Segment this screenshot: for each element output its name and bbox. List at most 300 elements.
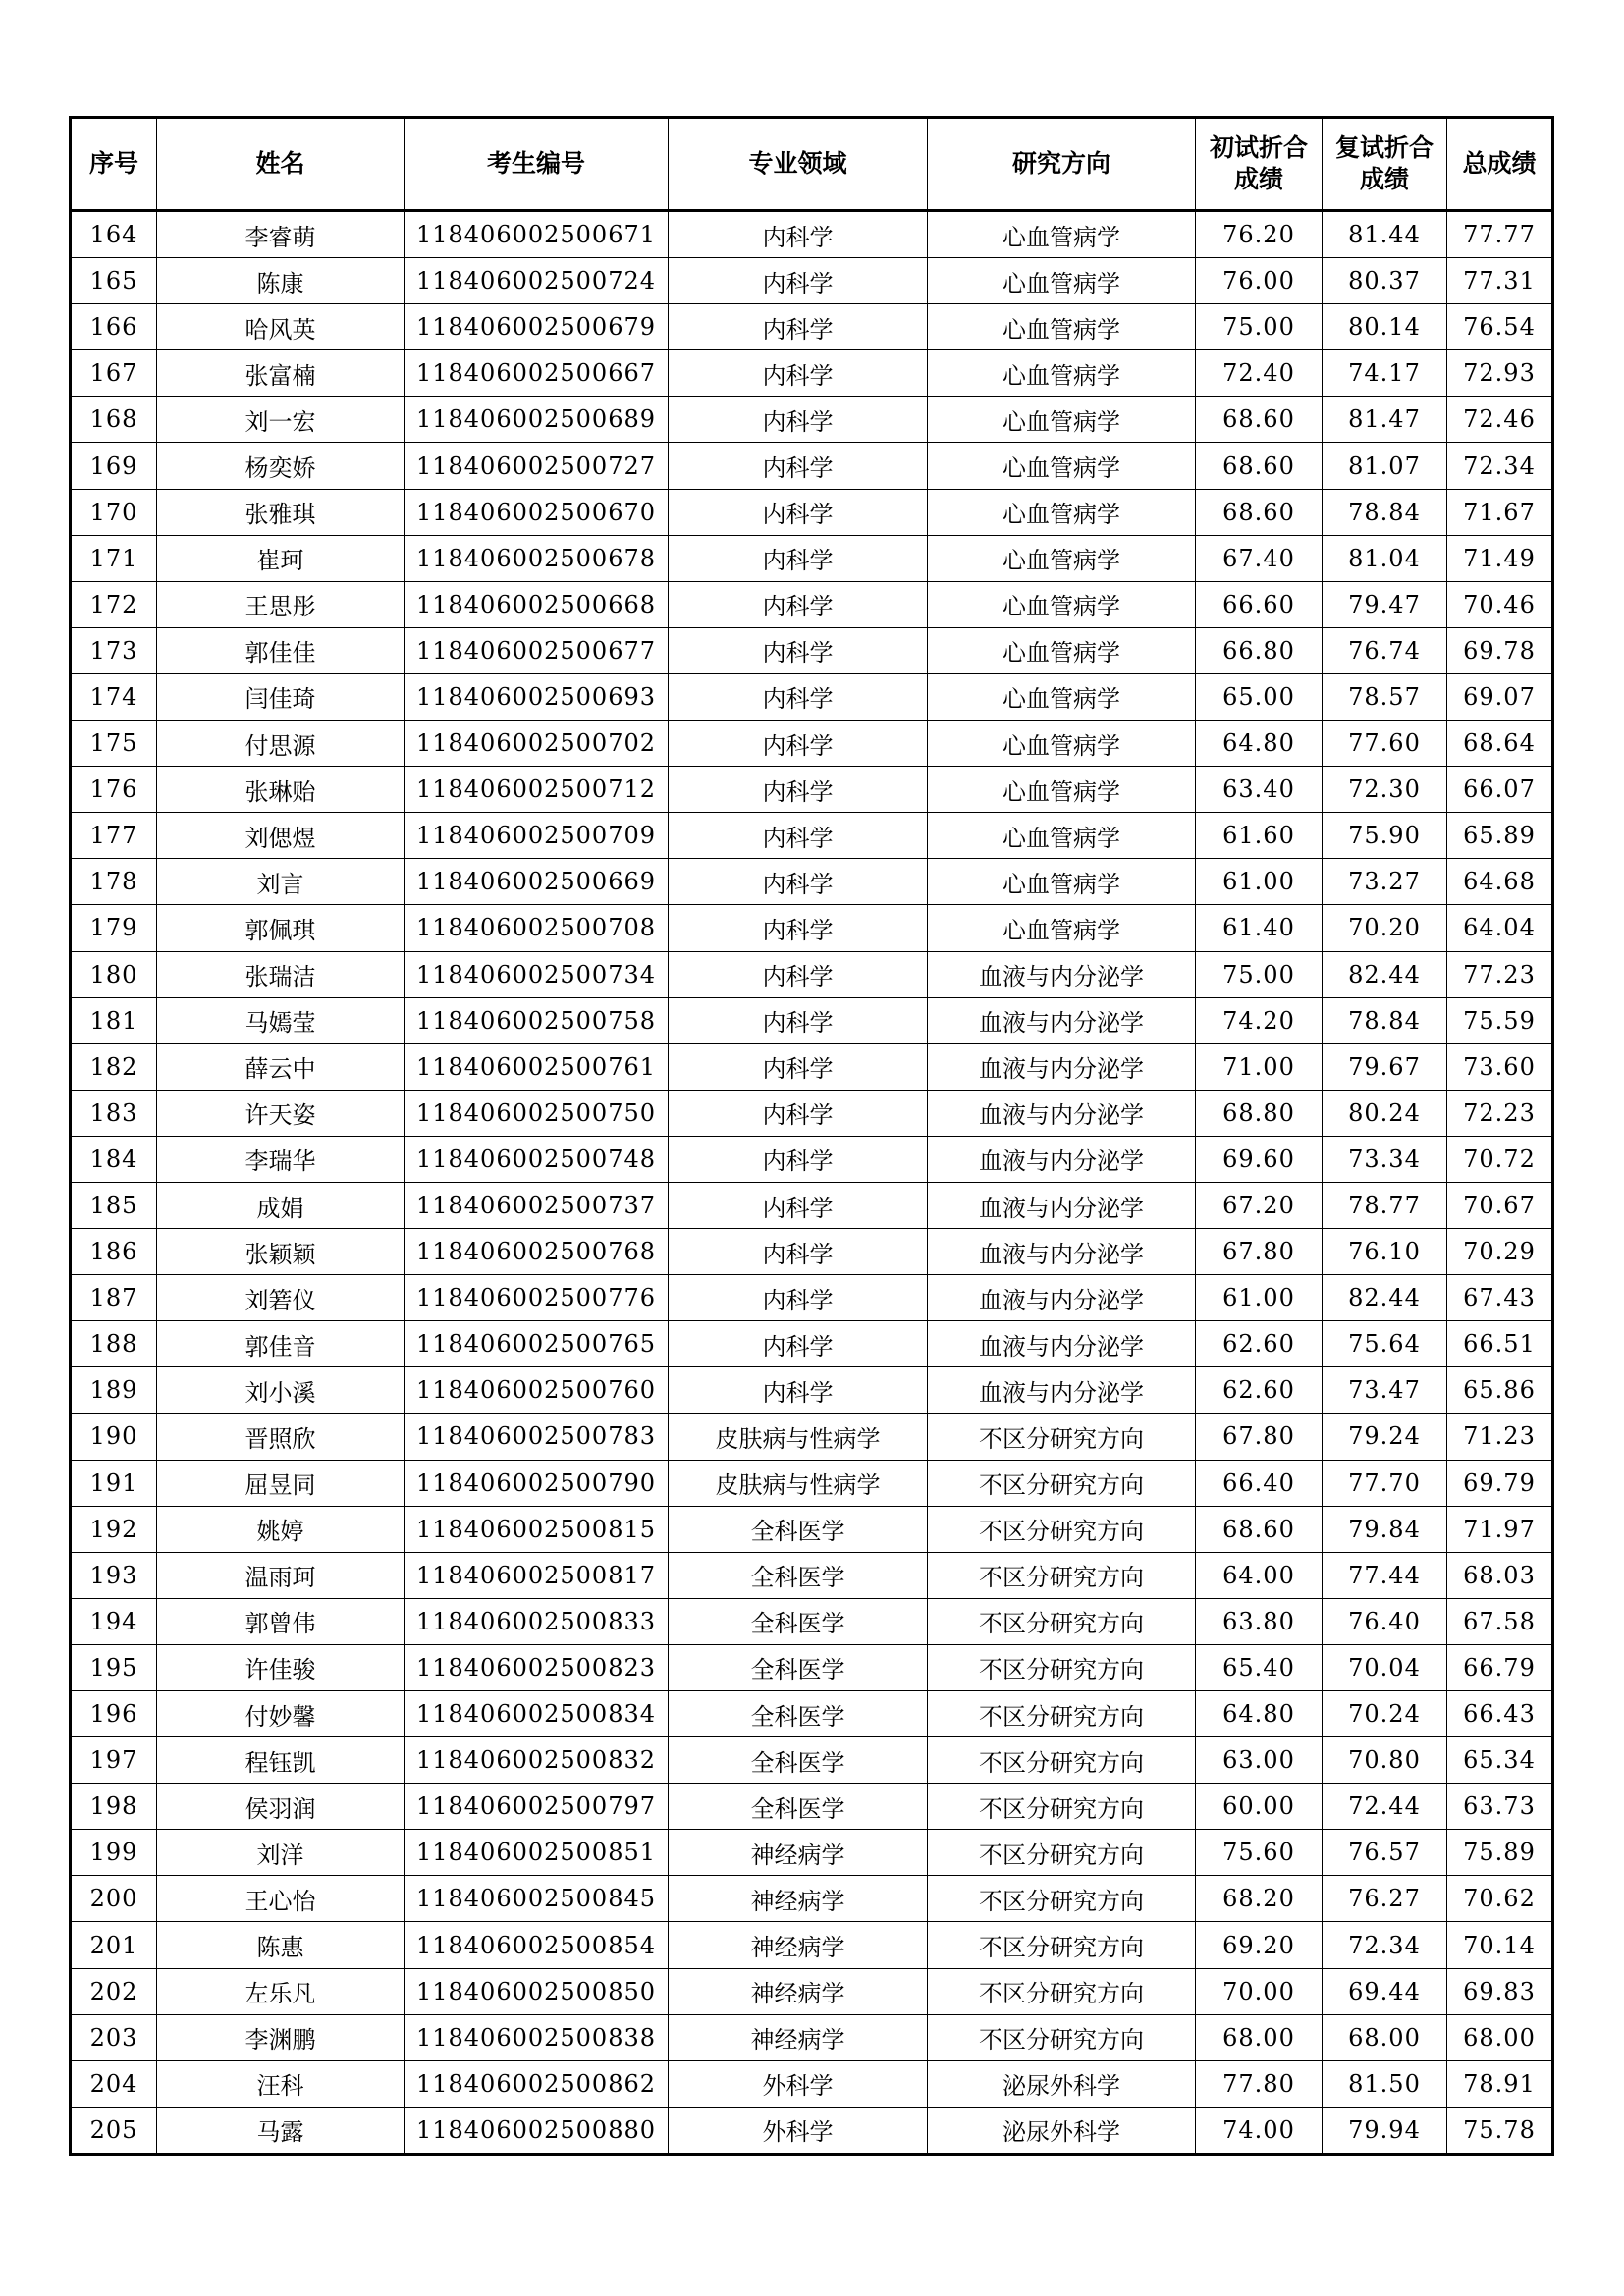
cell-research-direction: 心血管病学 [928, 535, 1196, 581]
cell-name: 程钰凯 [157, 1737, 405, 1784]
cell-candidate-id: 118406002500862 [405, 2060, 669, 2107]
table-row [71, 211, 1553, 258]
cell-research-direction: 不区分研究方向 [928, 1644, 1196, 1690]
cell-research-direction: 血液与内分泌学 [928, 1136, 1196, 1182]
cell-total-score: 77.77 [1447, 211, 1553, 258]
cell-name: 成娟 [157, 1182, 405, 1228]
cell-candidate-id: 118406002500845 [405, 1876, 669, 1922]
cell-initial-score: 74.00 [1196, 2107, 1323, 2154]
cell-major: 全科医学 [669, 1644, 928, 1690]
cell-total-score: 71.97 [1447, 1506, 1553, 1552]
cell-candidate-id: 118406002500671 [405, 211, 669, 258]
cell-total-score: 70.46 [1447, 581, 1553, 627]
cell-total-score: 75.89 [1447, 1830, 1553, 1876]
cell-total-score: 69.78 [1447, 627, 1553, 673]
cell-major: 内科学 [669, 767, 928, 813]
cell-total-score: 64.68 [1447, 859, 1553, 905]
cell-major: 全科医学 [669, 1552, 928, 1598]
cell-candidate-id: 118406002500748 [405, 1136, 669, 1182]
cell-candidate-id: 118406002500669 [405, 859, 669, 905]
cell-serial: 169 [71, 443, 157, 489]
cell-research-direction: 心血管病学 [928, 767, 1196, 813]
cell-research-direction: 不区分研究方向 [928, 2014, 1196, 2060]
cell-candidate-id: 118406002500880 [405, 2107, 669, 2154]
cell-candidate-id: 118406002500833 [405, 1598, 669, 1644]
cell-name: 马露 [157, 2107, 405, 2154]
cell-initial-score: 75.60 [1196, 1830, 1323, 1876]
cell-retest-score: 76.57 [1323, 1830, 1447, 1876]
cell-total-score: 71.67 [1447, 489, 1553, 535]
cell-serial: 192 [71, 1506, 157, 1552]
cell-major: 神经病学 [669, 1922, 928, 1968]
table-row [71, 2107, 1553, 2154]
cell-name: 许天姿 [157, 1090, 405, 1136]
table-row [71, 397, 1553, 443]
cell-total-score: 72.34 [1447, 443, 1553, 489]
cell-retest-score: 72.34 [1323, 1922, 1447, 1968]
cell-total-score: 72.46 [1447, 397, 1553, 443]
cell-research-direction: 心血管病学 [928, 211, 1196, 258]
table-row [71, 627, 1553, 673]
cell-major: 内科学 [669, 535, 928, 581]
cell-total-score: 67.58 [1447, 1598, 1553, 1644]
cell-research-direction: 心血管病学 [928, 581, 1196, 627]
cell-serial: 202 [71, 1968, 157, 2014]
cell-total-score: 77.31 [1447, 258, 1553, 304]
cell-name: 刘小溪 [157, 1367, 405, 1414]
cell-total-score: 71.23 [1447, 1414, 1553, 1460]
cell-research-direction: 心血管病学 [928, 489, 1196, 535]
cell-retest-score: 76.40 [1323, 1598, 1447, 1644]
table-header [71, 118, 1553, 211]
cell-total-score: 66.51 [1447, 1321, 1553, 1367]
cell-initial-score: 68.60 [1196, 397, 1323, 443]
cell-initial-score: 71.00 [1196, 1043, 1323, 1090]
cell-name: 崔珂 [157, 535, 405, 581]
cell-candidate-id: 118406002500724 [405, 258, 669, 304]
cell-initial-score: 68.80 [1196, 1090, 1323, 1136]
cell-initial-score: 67.80 [1196, 1414, 1323, 1460]
cell-name: 李睿萌 [157, 211, 405, 258]
cell-total-score: 71.49 [1447, 535, 1553, 581]
cell-research-direction: 不区分研究方向 [928, 1460, 1196, 1506]
cell-total-score: 70.14 [1447, 1922, 1553, 1968]
table-row [71, 859, 1553, 905]
cell-retest-score: 79.84 [1323, 1506, 1447, 1552]
table-row [71, 350, 1553, 397]
table-row [71, 1367, 1553, 1414]
cell-major: 内科学 [669, 397, 928, 443]
cell-candidate-id: 118406002500760 [405, 1367, 669, 1414]
header-row [71, 118, 1553, 211]
table-row [71, 1922, 1553, 1968]
cell-major: 皮肤病与性病学 [669, 1460, 928, 1506]
cell-retest-score: 81.50 [1323, 2060, 1447, 2107]
cell-research-direction: 不区分研究方向 [928, 1830, 1196, 1876]
cell-major: 全科医学 [669, 1598, 928, 1644]
cell-candidate-id: 118406002500708 [405, 905, 669, 951]
cell-initial-score: 68.20 [1196, 1876, 1323, 1922]
cell-initial-score: 62.60 [1196, 1321, 1323, 1367]
cell-retest-score: 82.44 [1323, 951, 1447, 997]
header-major: 专业领域 [669, 118, 928, 211]
cell-total-score: 68.03 [1447, 1552, 1553, 1598]
cell-name: 陈康 [157, 258, 405, 304]
cell-retest-score: 81.47 [1323, 397, 1447, 443]
cell-major: 全科医学 [669, 1737, 928, 1784]
cell-serial: 187 [71, 1275, 157, 1321]
cell-serial: 180 [71, 951, 157, 997]
table-row [71, 673, 1553, 720]
cell-initial-score: 66.60 [1196, 581, 1323, 627]
cell-candidate-id: 118406002500854 [405, 1922, 669, 1968]
cell-name: 马嫣莹 [157, 997, 405, 1043]
cell-initial-score: 63.80 [1196, 1598, 1323, 1644]
cell-candidate-id: 118406002500679 [405, 304, 669, 350]
cell-major: 内科学 [669, 1090, 928, 1136]
cell-name: 刘洋 [157, 1830, 405, 1876]
cell-research-direction: 心血管病学 [928, 905, 1196, 951]
cell-research-direction: 血液与内分泌学 [928, 1182, 1196, 1228]
cell-research-direction: 泌尿外科学 [928, 2060, 1196, 2107]
cell-research-direction: 泌尿外科学 [928, 2107, 1196, 2154]
cell-candidate-id: 118406002500834 [405, 1691, 669, 1737]
cell-candidate-id: 118406002500832 [405, 1737, 669, 1784]
cell-total-score: 69.83 [1447, 1968, 1553, 2014]
cell-candidate-id: 118406002500678 [405, 535, 669, 581]
cell-total-score: 70.67 [1447, 1182, 1553, 1228]
table-row [71, 1644, 1553, 1690]
cell-retest-score: 80.37 [1323, 258, 1447, 304]
cell-initial-score: 77.80 [1196, 2060, 1323, 2107]
cell-name: 屈昱同 [157, 1460, 405, 1506]
cell-major: 内科学 [669, 721, 928, 767]
cell-initial-score: 63.00 [1196, 1737, 1323, 1784]
cell-candidate-id: 118406002500758 [405, 997, 669, 1043]
table-row [71, 1784, 1553, 1830]
table-row [71, 721, 1553, 767]
cell-initial-score: 72.40 [1196, 350, 1323, 397]
cell-major: 内科学 [669, 905, 928, 951]
cell-major: 外科学 [669, 2060, 928, 2107]
cell-major: 皮肤病与性病学 [669, 1414, 928, 1460]
cell-major: 内科学 [669, 489, 928, 535]
cell-candidate-id: 118406002500734 [405, 951, 669, 997]
cell-name: 王心怡 [157, 1876, 405, 1922]
cell-research-direction: 心血管病学 [928, 673, 1196, 720]
cell-initial-score: 68.60 [1196, 1506, 1323, 1552]
cell-serial: 199 [71, 1830, 157, 1876]
header-total-score: 总成绩 [1447, 118, 1553, 211]
cell-major: 内科学 [669, 1321, 928, 1367]
cell-serial: 177 [71, 813, 157, 859]
cell-total-score: 72.93 [1447, 350, 1553, 397]
cell-serial: 175 [71, 721, 157, 767]
header-retest-score-text: 复试折合成绩 [1335, 133, 1435, 193]
header-research-direction: 研究方向 [928, 118, 1196, 211]
table-row [71, 304, 1553, 350]
cell-major: 内科学 [669, 350, 928, 397]
cell-total-score: 76.54 [1447, 304, 1553, 350]
cell-serial: 178 [71, 859, 157, 905]
cell-serial: 193 [71, 1552, 157, 1598]
cell-research-direction: 血液与内分泌学 [928, 1321, 1196, 1367]
table-row [71, 2014, 1553, 2060]
cell-research-direction: 心血管病学 [928, 350, 1196, 397]
cell-research-direction: 心血管病学 [928, 813, 1196, 859]
cell-total-score: 66.43 [1447, 1691, 1553, 1737]
table-row [71, 1830, 1553, 1876]
cell-name: 汪科 [157, 2060, 405, 2107]
cell-candidate-id: 118406002500823 [405, 1644, 669, 1690]
cell-initial-score: 63.40 [1196, 767, 1323, 813]
cell-retest-score: 76.74 [1323, 627, 1447, 673]
table-row [71, 905, 1553, 951]
cell-candidate-id: 118406002500712 [405, 767, 669, 813]
cell-major: 内科学 [669, 1182, 928, 1228]
cell-retest-score: 82.44 [1323, 1275, 1447, 1321]
cell-major: 神经病学 [669, 2014, 928, 2060]
cell-major: 内科学 [669, 859, 928, 905]
cell-retest-score: 79.94 [1323, 2107, 1447, 2154]
cell-total-score: 67.43 [1447, 1275, 1553, 1321]
cell-major: 全科医学 [669, 1784, 928, 1830]
cell-research-direction: 心血管病学 [928, 627, 1196, 673]
cell-name: 张瑞洁 [157, 951, 405, 997]
cell-total-score: 66.07 [1447, 767, 1553, 813]
cell-name: 侯羽润 [157, 1784, 405, 1830]
table-row [71, 2060, 1553, 2107]
table-row [71, 1321, 1553, 1367]
cell-candidate-id: 118406002500851 [405, 1830, 669, 1876]
cell-total-score: 70.72 [1447, 1136, 1553, 1182]
cell-retest-score: 79.24 [1323, 1414, 1447, 1460]
cell-major: 神经病学 [669, 1968, 928, 2014]
cell-retest-score: 78.57 [1323, 673, 1447, 720]
cell-serial: 165 [71, 258, 157, 304]
cell-serial: 176 [71, 767, 157, 813]
cell-research-direction: 血液与内分泌学 [928, 1229, 1196, 1275]
table-row [71, 443, 1553, 489]
cell-name: 李瑞华 [157, 1136, 405, 1182]
cell-retest-score: 70.04 [1323, 1644, 1447, 1690]
cell-candidate-id: 118406002500838 [405, 2014, 669, 2060]
cell-initial-score: 61.00 [1196, 859, 1323, 905]
cell-name: 许佳骏 [157, 1644, 405, 1690]
cell-serial: 196 [71, 1691, 157, 1737]
cell-total-score: 68.64 [1447, 721, 1553, 767]
cell-serial: 188 [71, 1321, 157, 1367]
cell-initial-score: 60.00 [1196, 1784, 1323, 1830]
cell-initial-score: 65.40 [1196, 1644, 1323, 1690]
cell-retest-score: 70.20 [1323, 905, 1447, 951]
cell-total-score: 70.29 [1447, 1229, 1553, 1275]
cell-name: 张雅琪 [157, 489, 405, 535]
cell-retest-score: 70.24 [1323, 1691, 1447, 1737]
table-row [71, 1043, 1553, 1090]
table-row [71, 1460, 1553, 1506]
cell-major: 神经病学 [669, 1830, 928, 1876]
cell-candidate-id: 118406002500727 [405, 443, 669, 489]
cell-major: 全科医学 [669, 1691, 928, 1737]
cell-research-direction: 血液与内分泌学 [928, 997, 1196, 1043]
cell-serial: 167 [71, 350, 157, 397]
table-row [71, 581, 1553, 627]
cell-serial: 191 [71, 1460, 157, 1506]
cell-candidate-id: 118406002500761 [405, 1043, 669, 1090]
cell-name: 闫佳琦 [157, 673, 405, 720]
cell-candidate-id: 118406002500815 [405, 1506, 669, 1552]
cell-major: 内科学 [669, 673, 928, 720]
cell-initial-score: 66.40 [1196, 1460, 1323, 1506]
cell-initial-score: 76.20 [1196, 211, 1323, 258]
cell-name: 晋照欣 [157, 1414, 405, 1460]
cell-initial-score: 75.00 [1196, 951, 1323, 997]
cell-initial-score: 68.60 [1196, 489, 1323, 535]
cell-initial-score: 61.60 [1196, 813, 1323, 859]
cell-name: 刘偲煜 [157, 813, 405, 859]
cell-name: 郭佩琪 [157, 905, 405, 951]
cell-retest-score: 78.84 [1323, 997, 1447, 1043]
cell-name: 左乐凡 [157, 1968, 405, 2014]
header-retest-score [1323, 118, 1447, 211]
cell-research-direction: 心血管病学 [928, 304, 1196, 350]
cell-total-score: 65.89 [1447, 813, 1553, 859]
cell-name: 陈惠 [157, 1922, 405, 1968]
cell-serial: 166 [71, 304, 157, 350]
cell-serial: 168 [71, 397, 157, 443]
cell-candidate-id: 118406002500768 [405, 1229, 669, 1275]
cell-retest-score: 79.67 [1323, 1043, 1447, 1090]
cell-candidate-id: 118406002500689 [405, 397, 669, 443]
table-row [71, 951, 1553, 997]
cell-retest-score: 76.27 [1323, 1876, 1447, 1922]
cell-research-direction: 血液与内分泌学 [928, 1090, 1196, 1136]
cell-total-score: 69.79 [1447, 1460, 1553, 1506]
table-row [71, 535, 1553, 581]
cell-name: 张富楠 [157, 350, 405, 397]
cell-major: 内科学 [669, 1229, 928, 1275]
cell-serial: 195 [71, 1644, 157, 1690]
table-row [71, 1229, 1553, 1275]
cell-initial-score: 64.80 [1196, 721, 1323, 767]
cell-candidate-id: 118406002500670 [405, 489, 669, 535]
table-row [71, 1414, 1553, 1460]
header-initial-score-text: 初试折合成绩 [1210, 133, 1309, 193]
cell-serial: 181 [71, 997, 157, 1043]
cell-initial-score: 61.40 [1196, 905, 1323, 951]
table-row [71, 813, 1553, 859]
cell-candidate-id: 118406002500776 [405, 1275, 669, 1321]
header-name: 姓名 [157, 118, 405, 211]
cell-major: 神经病学 [669, 1876, 928, 1922]
cell-total-score: 75.59 [1447, 997, 1553, 1043]
cell-total-score: 68.00 [1447, 2014, 1553, 2060]
cell-retest-score: 70.80 [1323, 1737, 1447, 1784]
cell-name: 杨奕娇 [157, 443, 405, 489]
cell-initial-score: 70.00 [1196, 1968, 1323, 2014]
cell-initial-score: 61.00 [1196, 1275, 1323, 1321]
cell-initial-score: 64.80 [1196, 1691, 1323, 1737]
cell-total-score: 72.23 [1447, 1090, 1553, 1136]
table-row [71, 1506, 1553, 1552]
cell-candidate-id: 118406002500693 [405, 673, 669, 720]
cell-serial: 179 [71, 905, 157, 951]
cell-name: 李渊鹏 [157, 2014, 405, 2060]
table-row [71, 1275, 1553, 1321]
cell-total-score: 78.91 [1447, 2060, 1553, 2107]
cell-research-direction: 不区分研究方向 [928, 1552, 1196, 1598]
cell-major: 内科学 [669, 211, 928, 258]
cell-retest-score: 72.44 [1323, 1784, 1447, 1830]
cell-name: 付妙馨 [157, 1691, 405, 1737]
cell-serial: 204 [71, 2060, 157, 2107]
cell-retest-score: 75.64 [1323, 1321, 1447, 1367]
cell-candidate-id: 118406002500750 [405, 1090, 669, 1136]
cell-research-direction: 不区分研究方向 [928, 1691, 1196, 1737]
cell-major: 内科学 [669, 813, 928, 859]
cell-serial: 170 [71, 489, 157, 535]
cell-retest-score: 72.30 [1323, 767, 1447, 813]
cell-major: 全科医学 [669, 1506, 928, 1552]
cell-initial-score: 68.60 [1196, 443, 1323, 489]
cell-serial: 186 [71, 1229, 157, 1275]
cell-major: 内科学 [669, 443, 928, 489]
cell-serial: 182 [71, 1043, 157, 1090]
cell-research-direction: 心血管病学 [928, 443, 1196, 489]
cell-research-direction: 心血管病学 [928, 859, 1196, 905]
cell-candidate-id: 118406002500677 [405, 627, 669, 673]
cell-candidate-id: 118406002500737 [405, 1182, 669, 1228]
cell-major: 内科学 [669, 258, 928, 304]
cell-research-direction: 心血管病学 [928, 721, 1196, 767]
cell-candidate-id: 118406002500817 [405, 1552, 669, 1598]
cell-serial: 172 [71, 581, 157, 627]
cell-major: 内科学 [669, 1367, 928, 1414]
table-row [71, 1968, 1553, 2014]
cell-major: 内科学 [669, 1043, 928, 1090]
cell-candidate-id: 118406002500668 [405, 581, 669, 627]
cell-candidate-id: 118406002500783 [405, 1414, 669, 1460]
cell-initial-score: 69.20 [1196, 1922, 1323, 1968]
cell-total-score: 77.23 [1447, 951, 1553, 997]
cell-retest-score: 74.17 [1323, 350, 1447, 397]
cell-candidate-id: 118406002500667 [405, 350, 669, 397]
cell-total-score: 65.34 [1447, 1737, 1553, 1784]
cell-research-direction: 血液与内分泌学 [928, 1043, 1196, 1090]
cell-name: 刘言 [157, 859, 405, 905]
cell-retest-score: 77.44 [1323, 1552, 1447, 1598]
cell-retest-score: 73.27 [1323, 859, 1447, 905]
cell-initial-score: 67.40 [1196, 535, 1323, 581]
cell-research-direction: 不区分研究方向 [928, 1506, 1196, 1552]
cell-total-score: 75.78 [1447, 2107, 1553, 2154]
cell-serial: 164 [71, 211, 157, 258]
table-row [71, 1691, 1553, 1737]
cell-name: 王思彤 [157, 581, 405, 627]
cell-serial: 194 [71, 1598, 157, 1644]
cell-serial: 197 [71, 1737, 157, 1784]
cell-serial: 201 [71, 1922, 157, 1968]
cell-initial-score: 69.60 [1196, 1136, 1323, 1182]
cell-major: 内科学 [669, 304, 928, 350]
cell-initial-score: 64.00 [1196, 1552, 1323, 1598]
cell-name: 哈风英 [157, 304, 405, 350]
cell-retest-score: 80.14 [1323, 304, 1447, 350]
cell-research-direction: 不区分研究方向 [928, 1414, 1196, 1460]
table-row [71, 1552, 1553, 1598]
cell-retest-score: 73.47 [1323, 1367, 1447, 1414]
